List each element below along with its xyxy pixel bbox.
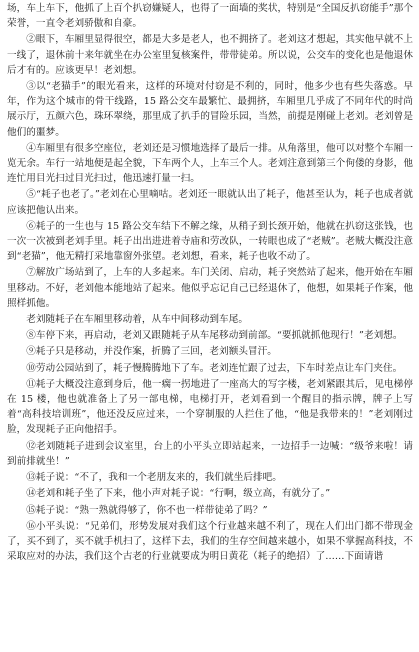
paragraph-7: ⑦解放广场站到了，上车的人多起来。车门关闭、启动，耗子突然站了起来，他开始在车厢里移动。不好，老刘他本能地站了起来。他似乎忘记自己已经退休了，他想，如果耗子作案，他照样抓他。 — [7, 267, 413, 309]
paragraph-13: ⑫老刘随耗子进到会议室里，台上的小平头立即站起来，一边招手一边喊：“级爷来啦！请到前排就坐！” — [7, 440, 413, 467]
paragraph-11: ⑩劳动公园站到了，耗子慢腾腾地下了车。老刘连忙跟了过去，下车时差点让车门夹住。 — [26, 362, 403, 374]
paragraph-6: ⑥耗子的一生也与 15 路公交车结下不解之缘，从稍子到长颈开始，他就在扒窃这张钱，也一次一次被到老刘手里。耗子出出进进着寺庙和劳改队，一转眼也成了“老贼”。老贼大概没注意到“老猫”，他无精打采地靠窗外张望。老刘想，看来，耗子也收不动了。 — [7, 220, 413, 263]
paragraph-16: ⑮耗子说：“熟一熟就得够了，你不也一样带徒弟了吗？” — [26, 504, 268, 516]
paragraph-17: ⑯小平头说：“兄弟们，形势发展对我们这个行业越来越不利了，现在人们出门都不带现金了，买不到了，买不就手机扫了，这样下去，我们的生存空间越来越小，如果不掌握高科技，不采取应对的办法，我们这个古老的行业就要成为明日黄花（耗子的绝招）了……下面请谐 — [7, 520, 413, 563]
paragraph-15: ⑭老刘和耗子坐了下来，他小声对耗子说：“行啊，级立高，有就分了。” — [26, 488, 331, 500]
paragraph-3: ③以“老猫手”的眼光看来，这样的环境对付窃是不利的，同时，他多少也有些失落惑。早年，作为这个城市的骨干线路，15 路公交车最繁忙、最拥挤，车厢里几乎成了不同年代的时尚展示厅，五颜六色，珠环翠绕，那里成了扒手的冒险乐园，当然，前提是刚碰上老刘。老刘曾是他们的噩梦。 — [7, 81, 413, 138]
paragraph-10: ⑨耗子只是移动，并没作案，折腾了三回，老刘额头冒汗。 — [26, 346, 277, 358]
paragraph-1: 场，车上车下，他抓了上百个扒窃嫌疑人，也得了一面墙的奖状，特别是“全国反扒窃能手”那个荣誉，一直令老刘骄傲和自豪。 — [7, 3, 413, 30]
paragraph-5: ⑤“耗子也老了。”老刘在心里嘀咕。老刘还一眼就认出了耗子，他甚至认为，耗子也成者就应该把他认出来。 — [7, 189, 413, 216]
paragraph-8: 老刘随耗子在车厢里移动着，从车中间移动到车尾。 — [26, 314, 248, 326]
paragraph-2: ②眼下，车厢里显得很空，都是大多是老人，也不拥挤了。老刘这才想起，其实他早就不上一线了，退休前十来年就坐在办公室里复核案件，带带徒弟。所以说，公交车的变化也是他退休后才有的。应该更早！老刘想。 — [7, 34, 413, 76]
paragraph-4: ④车厢里有很多空座位，老刘还是习惯地选择了最后一排。从角落里，他可以对整个车厢一览无余。车行一站地便是起全貌，下车两个人，上车三个人。老刘注意到第三个佝偻的身影，他连忙用目光扫过目光扫过，他迅速打量一扫。 — [7, 142, 413, 185]
paragraph-14: ⑬耗子说：“不了，我和一个老朋友来的，我们就坐后排吧。 — [26, 472, 282, 484]
paragraph-9: ⑧车停下来，再启动，老刘又跟随耗子从车尾移动到前部。“要抓就抓他现行！”老刘想。 — [26, 330, 403, 342]
paragraph-12: ⑪耗子大概没注意到身后，他一瘸一拐地进了一座高大的写字楼，老刘紧跟其后，见电梯停在 15 楼，他也就准备上了另一部电梯，电梯打开，老刘看到一个醒目的指示牌，牌子上写着“高科技培训班”，他还没反应过来，一个穿制服的人拦住了他，“他是我带来的！”老刘刚过脸，发现耗子正向他招手。 — [7, 378, 413, 436]
